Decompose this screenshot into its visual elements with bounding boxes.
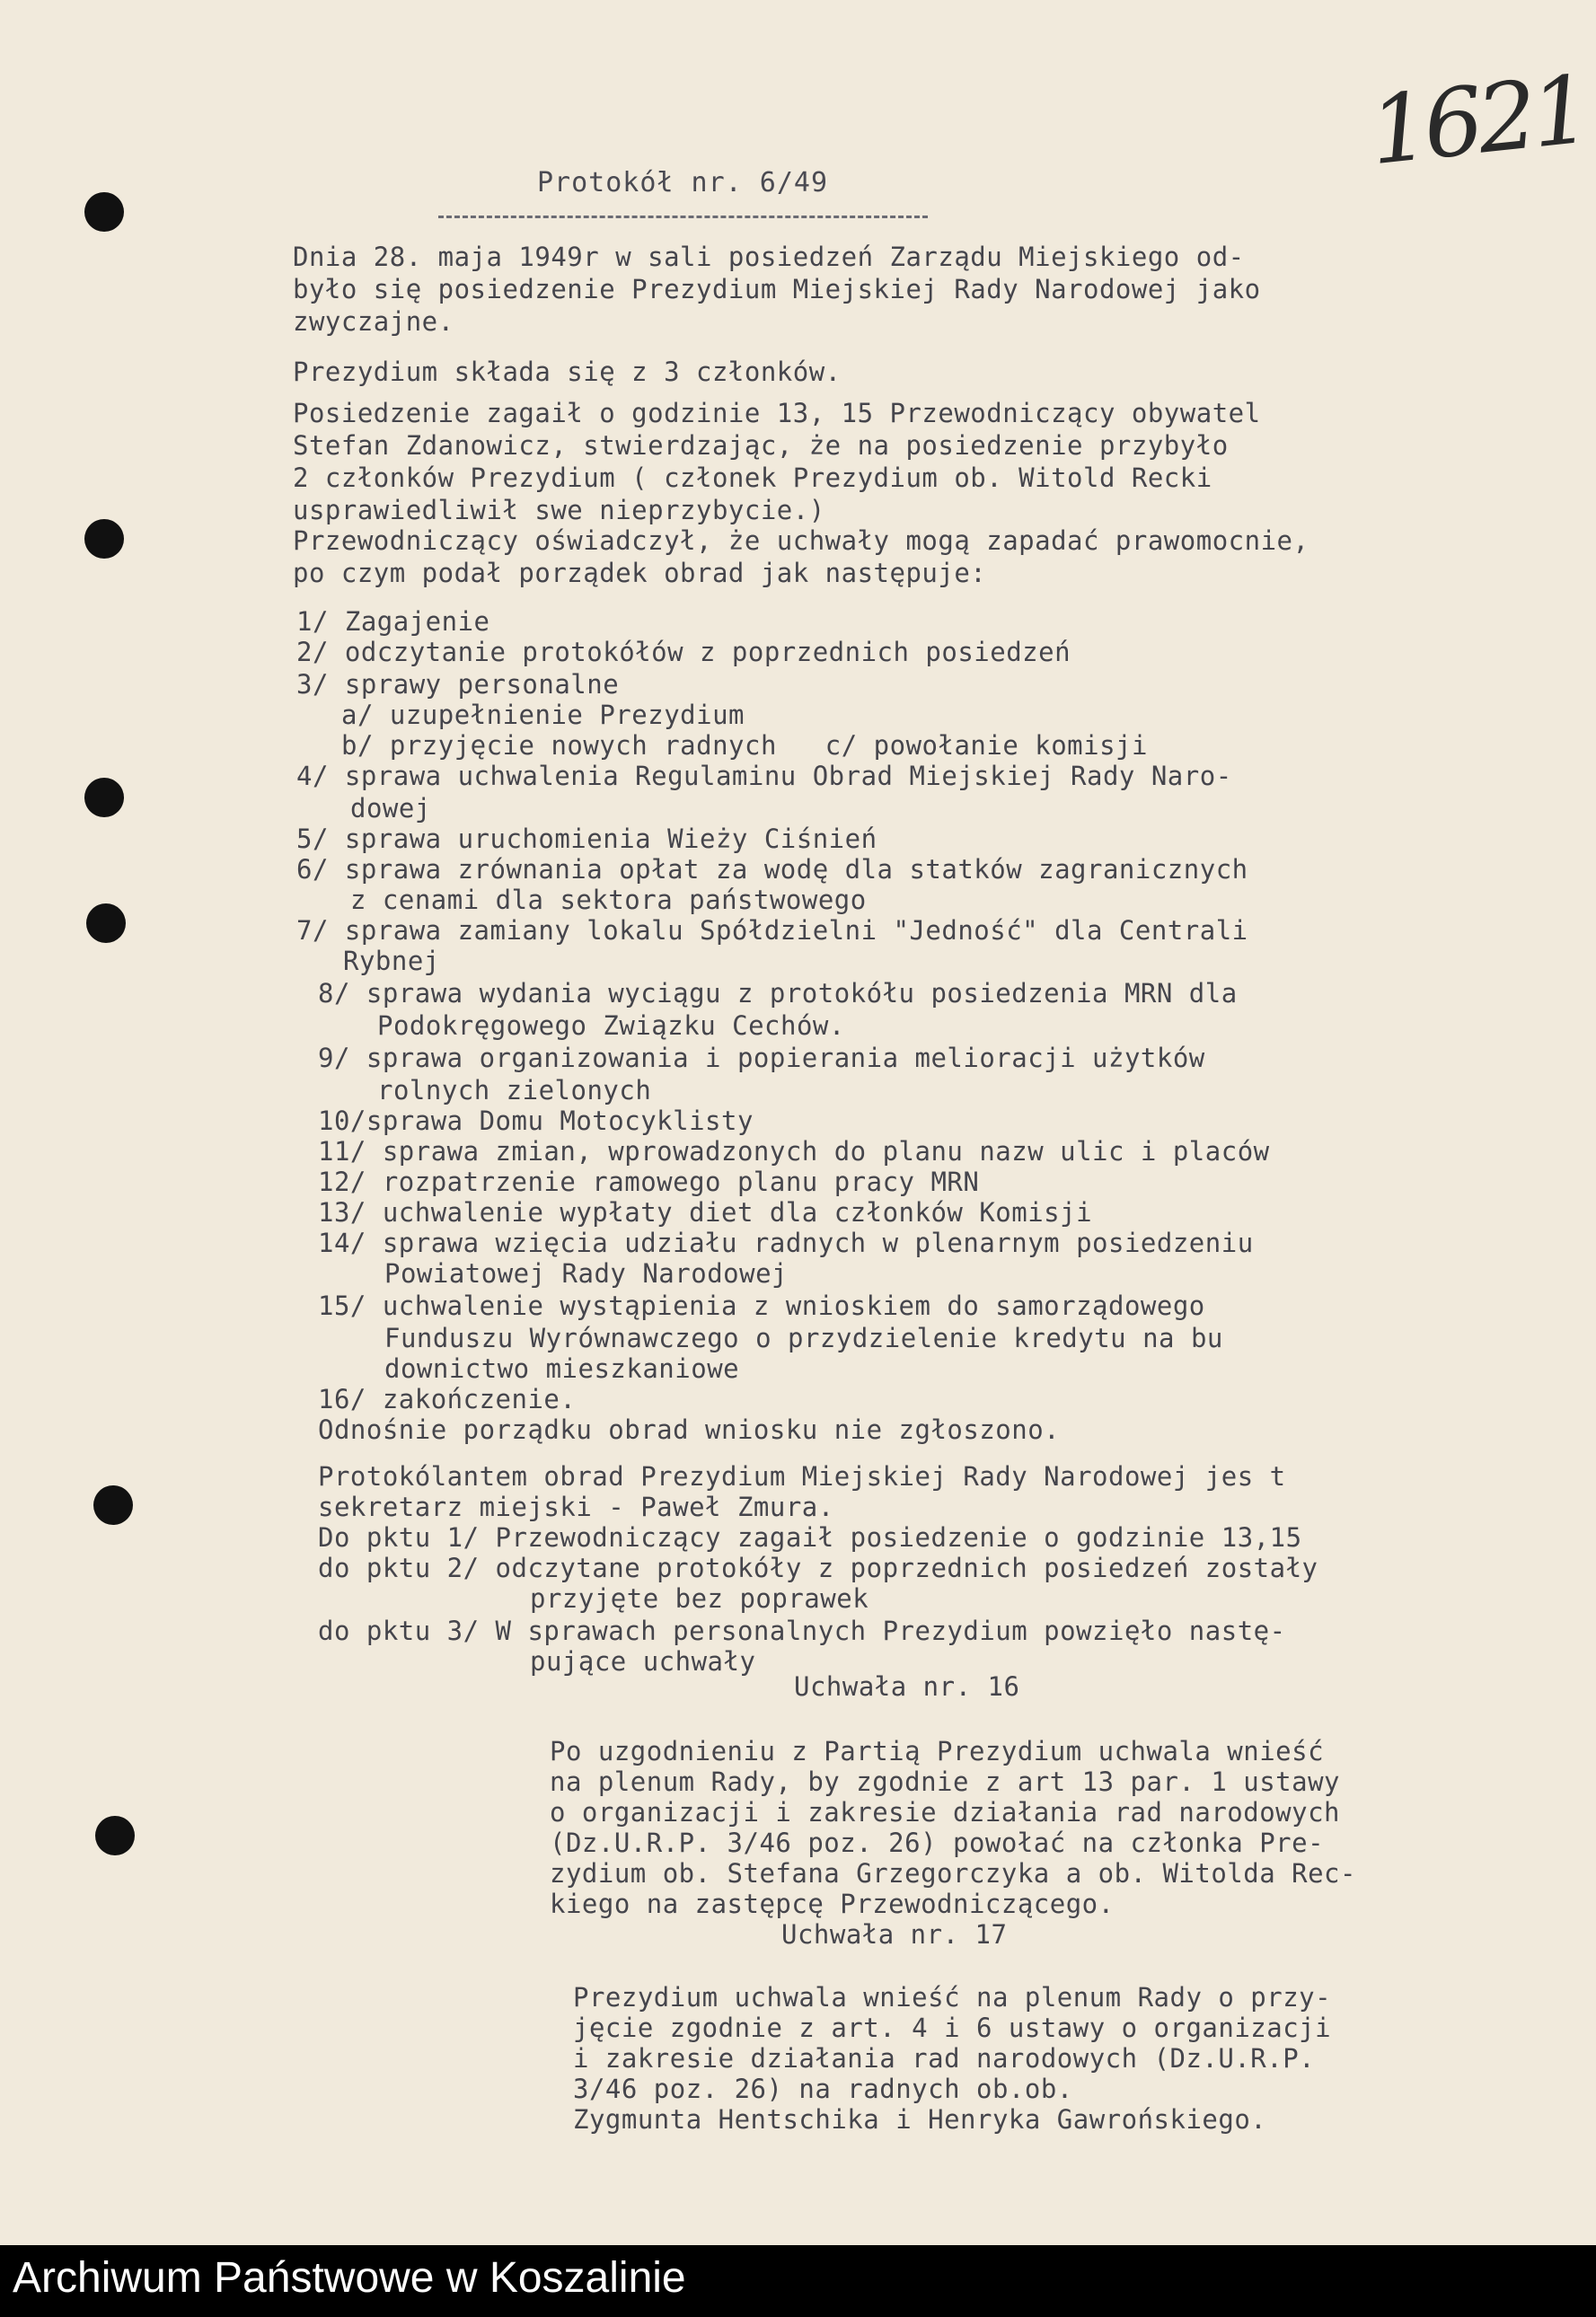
text-line: usprawiedliwił swe nieprzybycie.) [293,495,825,525]
resolution-text: jęcie zgodnie z art. 4 i 6 ustawy o organizacji [573,2013,1332,2043]
agenda-item: 3/ sprawy personalne [296,669,620,700]
punch-hole [84,519,124,559]
agenda-item-continuation: downictwo mieszkaniowe [384,1353,740,1384]
agenda-item: 6/ sprawa zrównania opłat za wodę dla statków zagranicznych [296,854,1248,885]
agenda-item: 14/ sprawa wzięcia udziału radnych w plenarnym posiedzeniu [318,1228,1254,1258]
text-line: 2 członków Prezydium ( członek Prezydium ob. Witold Recki [293,463,1212,493]
agenda-item-continuation: rolnych zielonych [377,1075,652,1106]
agenda-item: 12/ rozpatrzenie ramowego planu pracy MRN [318,1167,980,1197]
text-line: do pktu 2/ odczytane protokóły z poprzednich posiedzeń zostały [318,1553,1318,1583]
punch-hole [84,778,124,817]
agenda-item: 11/ sprawa zmian, wprowadzonych do planu nazw ulic i placów [318,1136,1270,1167]
agenda-item: 15/ uchwalenie wystąpienia z wnioskiem do samorządowego [318,1291,1205,1321]
resolution-text: (Dz.U.R.P. 3/46 poz. 26) powołać na członka Pre- [550,1828,1325,1858]
resolution-text: Po uzgodnieniu z Partią Prezydium uchwala wnieść [550,1736,1325,1766]
agenda-item: 8/ sprawa wydania wyciągu z protokółu posiedzenia MRN dla [318,978,1238,1009]
agenda-item-continuation: Podokręgowego Związku Cechów. [377,1010,845,1041]
punch-hole [95,1816,135,1855]
document-title: Protokół nr. 6/49 [537,167,829,198]
archive-name: Archiwum Państwowe w Koszalinie [13,2254,686,2302]
resolution-text: zydium ob. Stefana Grzegorczyka a ob. Witolda Rec- [550,1858,1356,1889]
agenda-item-continuation: Powiatowej Rady Narodowej [384,1258,788,1289]
agenda-item: 13/ uchwalenie wypłaty diet dla członków Komisji [318,1197,1093,1228]
agenda-item: 4/ sprawa uchwalenia Regulaminu Obrad Miejskiej Rady Naro- [296,761,1232,791]
agenda-subitem: a/ uzupełnienie Prezydium [341,700,745,730]
text-line: Stefan Zdanowicz, stwierdzając, że na posiedzenie przybyło [293,430,1229,461]
agenda-item: 5/ sprawa uruchomienia Wieży Ciśnień [296,824,877,854]
agenda-item-continuation: dowej [350,793,431,824]
resolution-text: kiego na zastępcę Przewodniczącego. [550,1889,1115,1919]
text-line: pujące uchwały [530,1646,756,1677]
resolution-text: Zygmunta Hentschika i Henryka Gawrońskiego. [573,2104,1267,2135]
text-line: Posiedzenie zagaił o godzinie 13, 15 Przewodniczący obywatel [293,398,1261,428]
agenda-subitem: b/ przyjęcie nowych radnych c/ powołanie komisji [341,730,1148,761]
resolution-text: na plenum Rady, by zgodnie z art 13 par. 1 ustawy [550,1766,1341,1797]
text-line: Do pktu 1/ Przewodniczący zagaił posiedzenie o godzinie 13,15 [318,1522,1302,1553]
agenda-item: 10/sprawa Domu Motocyklisty [318,1106,754,1136]
punch-hole [84,192,124,232]
agenda-item-continuation: z cenami dla sektora państwowego [350,885,867,915]
text-line: Odnośnie porządku obrad wniosku nie zgłoszono. [318,1414,1061,1445]
agenda-item: 1/ Zagajenie [296,606,490,637]
agenda-item-continuation: Rybnej [343,946,440,976]
text-line: zwyczajne. [293,306,454,337]
text-line: Protokólantem obrad Prezydium Miejskiej Rady Narodowej jes t [318,1461,1286,1492]
resolution-heading: Uchwała nr. 16 [794,1671,1020,1702]
archive-footer-bar [0,2245,1596,2317]
agenda-item: 2/ odczytanie protokółów z poprzednich posiedzeń [296,637,1071,667]
resolution-text: Prezydium uchwala wnieść na plenum Rady o przy- [573,1982,1332,2013]
agenda-item: 9/ sprawa organizowania i popierania melioracji użytków [318,1043,1205,1073]
text-line: sekretarz miejski - Paweł Zmura. [318,1492,834,1522]
resolution-heading: Uchwała nr. 17 [781,1919,1008,1950]
title-underline [438,216,928,218]
handwritten-page-number: 1621 [1364,54,1592,187]
text-line: Prezydium składa się z 3 członków. [293,357,842,387]
text-line: przyjęte bez poprawek [530,1583,869,1614]
resolution-text: o organizacji i zakresie działania rad narodowych [550,1797,1341,1828]
agenda-item-continuation: Funduszu Wyrównawczego o przydzielenie kredytu na bu [384,1323,1223,1353]
agenda-item: 7/ sprawa zamiany lokalu Spółdzielni "Jedność" dla Centrali [296,915,1248,946]
agenda-item: 16/ zakończenie. [318,1384,577,1414]
text-line: było się posiedzenie Prezydium Miejskiej Rady Narodowej jako [293,274,1261,304]
text-line: po czym podał porządek obrad jak następuje: [293,558,987,588]
resolution-text: 3/46 poz. 26) na radnych ob.ob. [573,2074,1073,2104]
punch-hole [86,903,126,943]
text-line: Przewodniczący oświadczył, że uchwały mogą zapadać prawomocnie, [293,525,1309,556]
text-line: Dnia 28. maja 1949r w sali posiedzeń Zarządu Miejskiego od- [293,242,1245,272]
resolution-text: i zakresie działania rad narodowych (Dz.U.R.P. [573,2043,1316,2074]
text-line: do pktu 3/ W sprawach personalnych Prezydium powzięło nastę- [318,1616,1286,1646]
punch-hole [93,1485,133,1525]
